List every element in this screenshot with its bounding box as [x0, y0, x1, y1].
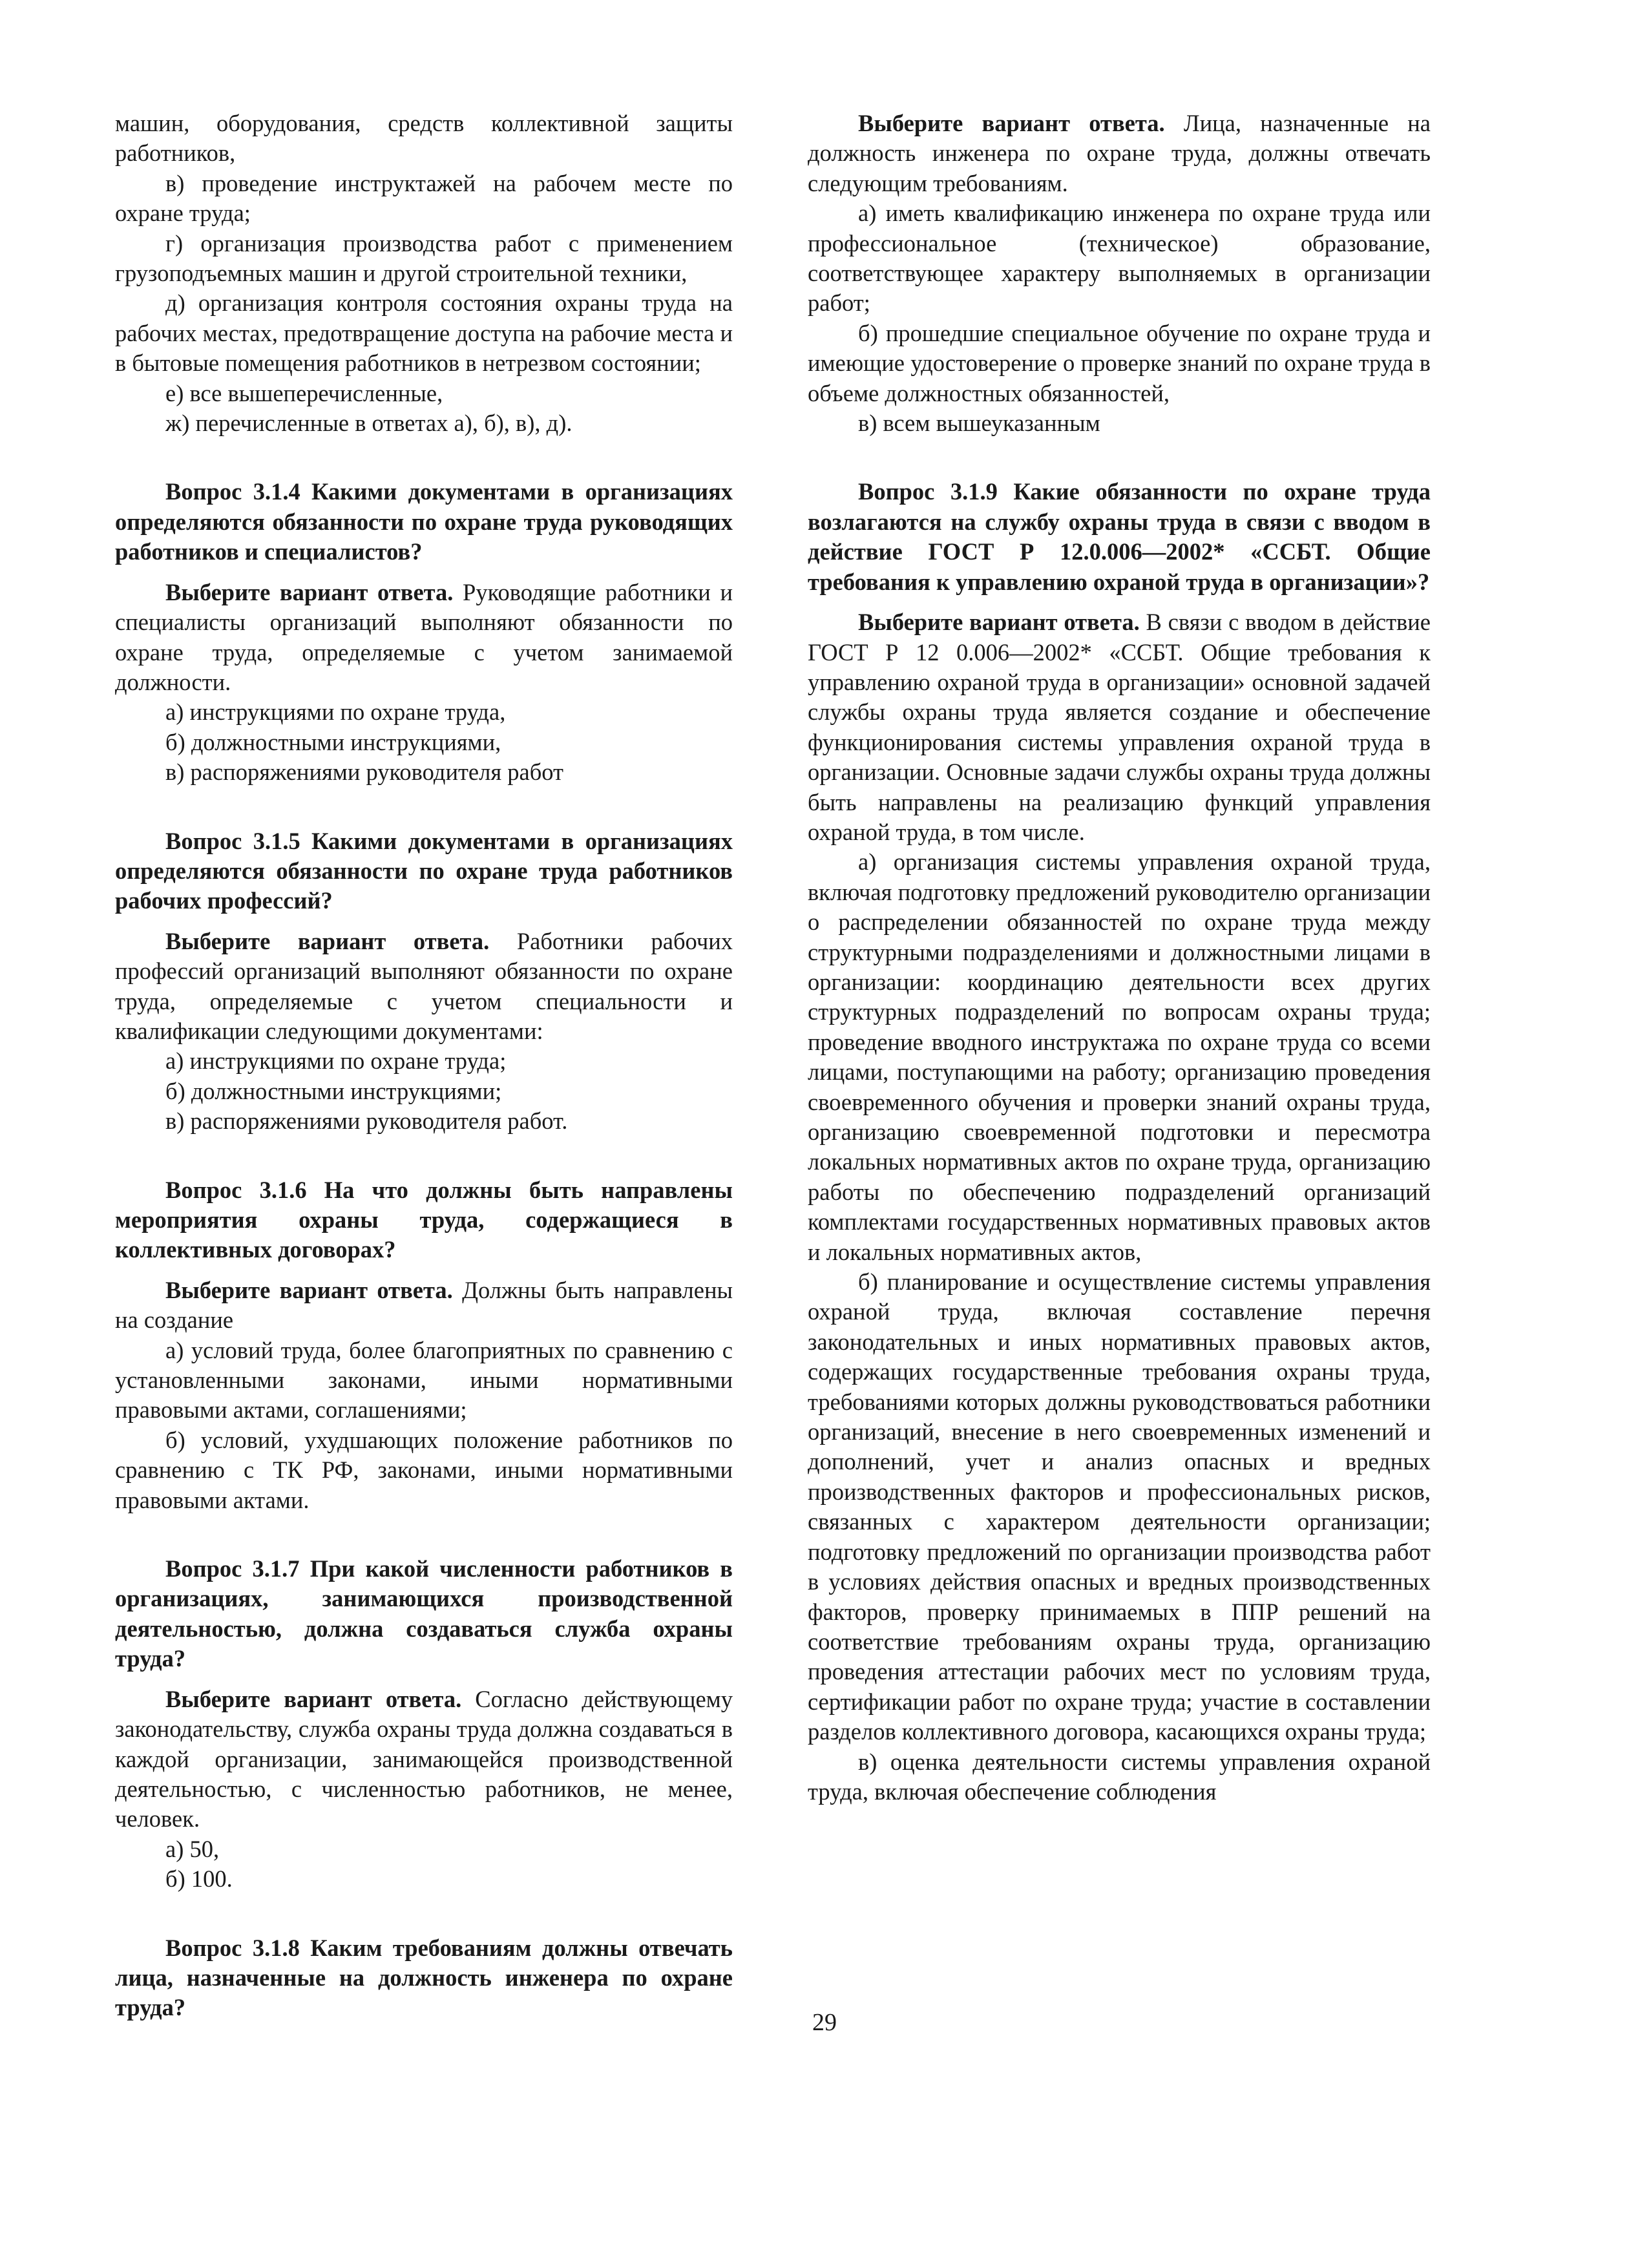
answer-intro [808, 607, 1431, 847]
answer-lead: Выберите вариант ответа. [858, 609, 1140, 636]
list-item: д) организация контроля состояния охраны труда на рабочих местах, предотвращение доступа на рабочие места и в бытовые помещения работников в нетрезвом состоянии; [115, 289, 733, 377]
answer-lead: Выберите вариант ответа. [165, 927, 490, 954]
list-item: ж) перечисленные в ответах а), б), в), д). [165, 410, 572, 437]
answer-option-b: б) прошедшие специальное обучение по охране труда и имеющие удостоверение о проверке знаний по охране труда в объеме должностных обязанностей, [808, 319, 1431, 406]
answer-text: Работники рабочих профессий организаций выполняют обязанности по охране труда, определяемые с учетом специальности и квалификации следующими документами: [115, 927, 733, 1044]
answer-lead: Выберите вариант ответа. [165, 1685, 462, 1712]
paragraph: машин, оборудования, средств коллективной защиты работников, [115, 110, 733, 167]
answer-option-b: б) планирование и осуществление системы управления охраной труда, включая составление перечня законодательных и иных нормативных правовых актов, содержащих государственные требования охраны труда, требованиями которых должны руководствоваться работники организаций, внесение в него своевременных изменений и дополнений, учет и анализ опасных и вредных производственных факторов и профессиональных рисков, связанных с характером деятельности организации; подготовку предложений по организации производства работ в условиях действия опасных и вредных производственных факторов, проверку принимаемых в ППР решений на соответствие требованиям охраны труда, организацию проведения аттестации рабочих мест по условиям труда, сертификации работ по охране труда; участие в составлении разделов коллективного договора, касающихся охраны труда; [808, 1268, 1431, 1745]
question-3-1-5-title: Вопрос 3.1.5 Какими документами в организациях определяются обязанности по охране труда работников рабочих профессий? [115, 827, 733, 914]
answer-option-a: а) иметь квалификацию инженера по охране труда или профессиональное (техническое) образование, соответствующее характеру выполняемых в организации работ; [808, 200, 1431, 317]
answer-text: Согласно действующему законодательству, служба охраны труда должна создаваться в каждой организации, занимающейся производственной деятельностью, с численностью работников, не менее, человек. [115, 1685, 733, 1832]
answer-option-a: а) 50, [165, 1835, 220, 1862]
question-3-1-8-title: Вопрос 3.1.8 Каким требованиям должны отвечать лица, назначенные на должность инженера по охране труда? [115, 1934, 733, 2021]
question-3-1-9-title: Вопрос 3.1.9 Какие обязанности по охране труда возлагаются на службу охраны труда в связи с вводом в действие ГОСТ Р 12.0.006—2002* «ССБТ. Общие требования к управлению охраной труда в организации»? [808, 478, 1431, 595]
answer-option-c: в) распоряжениями руководителя работ. [165, 1108, 568, 1135]
answer-option-b: б) должностными инструкциями; [165, 1077, 502, 1104]
list-item: г) организация производства работ с применением грузоподъемных машин и другой строительной техники, [115, 229, 733, 287]
left-column [115, 109, 733, 2033]
answer-intro [115, 578, 733, 698]
question-3-1-6-title: Вопрос 3.1.6 На что должны быть направлены мероприятия охраны труда, содержащиеся в коллективных договорах? [115, 1176, 733, 1263]
answer-option-a: а) организация системы управления охраной труда, включая подготовку предложений руководителю организации о распределении обязанностей по охране труда между структурными подразделениями и должностными лицами в организации: координацию деятельности всех других структурных подразделений по вопросам охраны труда; проведение вводного инструктажа по охране труда со всеми лицами, поступающими на работу; организацию проведения своевременного обучения и проверки знаний охраны труда, организацию своевременной подготовки и пересмотра локальных нормативных актов по охране труда, организацию работы по обеспечению подразделений организаций комплектами государственных нормативных правовых актов и локальных нормативных актов, [808, 848, 1431, 1265]
answer-lead: Выберите вариант ответа. [165, 578, 454, 605]
answer-option-b: б) условий, ухудшающих положение работников по сравнению с ТК РФ, законами, иными нормативными правовыми актами. [115, 1426, 733, 1513]
answer-option-c: в) оценка деятельности системы управления охраной труда, включая обеспечение соблюдения [808, 1748, 1431, 1805]
answer-lead: Выберите вариант ответа. [165, 1276, 453, 1303]
answer-lead: Выберите вариант ответа. [858, 110, 1165, 136]
answer-text: Руководящие работники и специалисты организаций выполняют обязанности по охране труда, определяемые с учетом занимаемой должности. [115, 578, 733, 695]
answer-option-c: в) всем вышеуказанным [858, 410, 1100, 437]
answer-option-a: а) инструкциями по охране труда; [165, 1047, 507, 1075]
answer-option-a: а) инструкциями по охране труда, [165, 698, 506, 726]
answer-option-b: б) 100. [165, 1865, 233, 1893]
list-item: е) все вышеперечисленные, [165, 379, 443, 406]
answer-text: В связи с вводом в действие ГОСТ Р 12 0.006—2002* «ССБТ. Общие требования к управлению охраной труда в организации» основной задачей службы охраны труда является создание и обеспечение функционирования системы управления охраной труда в организации. Основные задачи службы охраны труда должны быть направлены на реализацию функций управления охраной труда, в том числе. [808, 609, 1431, 845]
answer-intro [115, 1685, 733, 1834]
answer-intro [808, 109, 1431, 198]
answer-option-b: б) должностными инструкциями, [165, 728, 501, 755]
answer-option-a: а) условий труда, более благоприятных по сравнению с установленными законами, иными нормативными правовыми актами, соглашениями; [115, 1336, 733, 1423]
answer-option-c: в) распоряжениями руководителя работ [165, 759, 563, 786]
answer-text: Должны быть направлены на создание [115, 1276, 733, 1334]
answer-text: Лица, назначенные на должность инженера по охране труда, должны отвечать следующим требованиям. [808, 110, 1431, 196]
page-number: 29 [812, 2009, 837, 2036]
answer-intro [115, 927, 733, 1047]
question-3-1-4-title: Вопрос 3.1.4 Какими документами в организациях определяются обязанности по охране труда руководящих работников и специалистов? [115, 478, 733, 565]
answer-intro [115, 1276, 733, 1336]
list-item: в) проведение инструктажей на рабочем месте по охране труда; [115, 169, 733, 227]
right-column [808, 109, 1431, 1807]
question-3-1-7-title: Вопрос 3.1.7 При какой численности работников в организациях, занимающихся производственной деятельностью, должна создаваться служба охраны труда? [115, 1555, 733, 1672]
